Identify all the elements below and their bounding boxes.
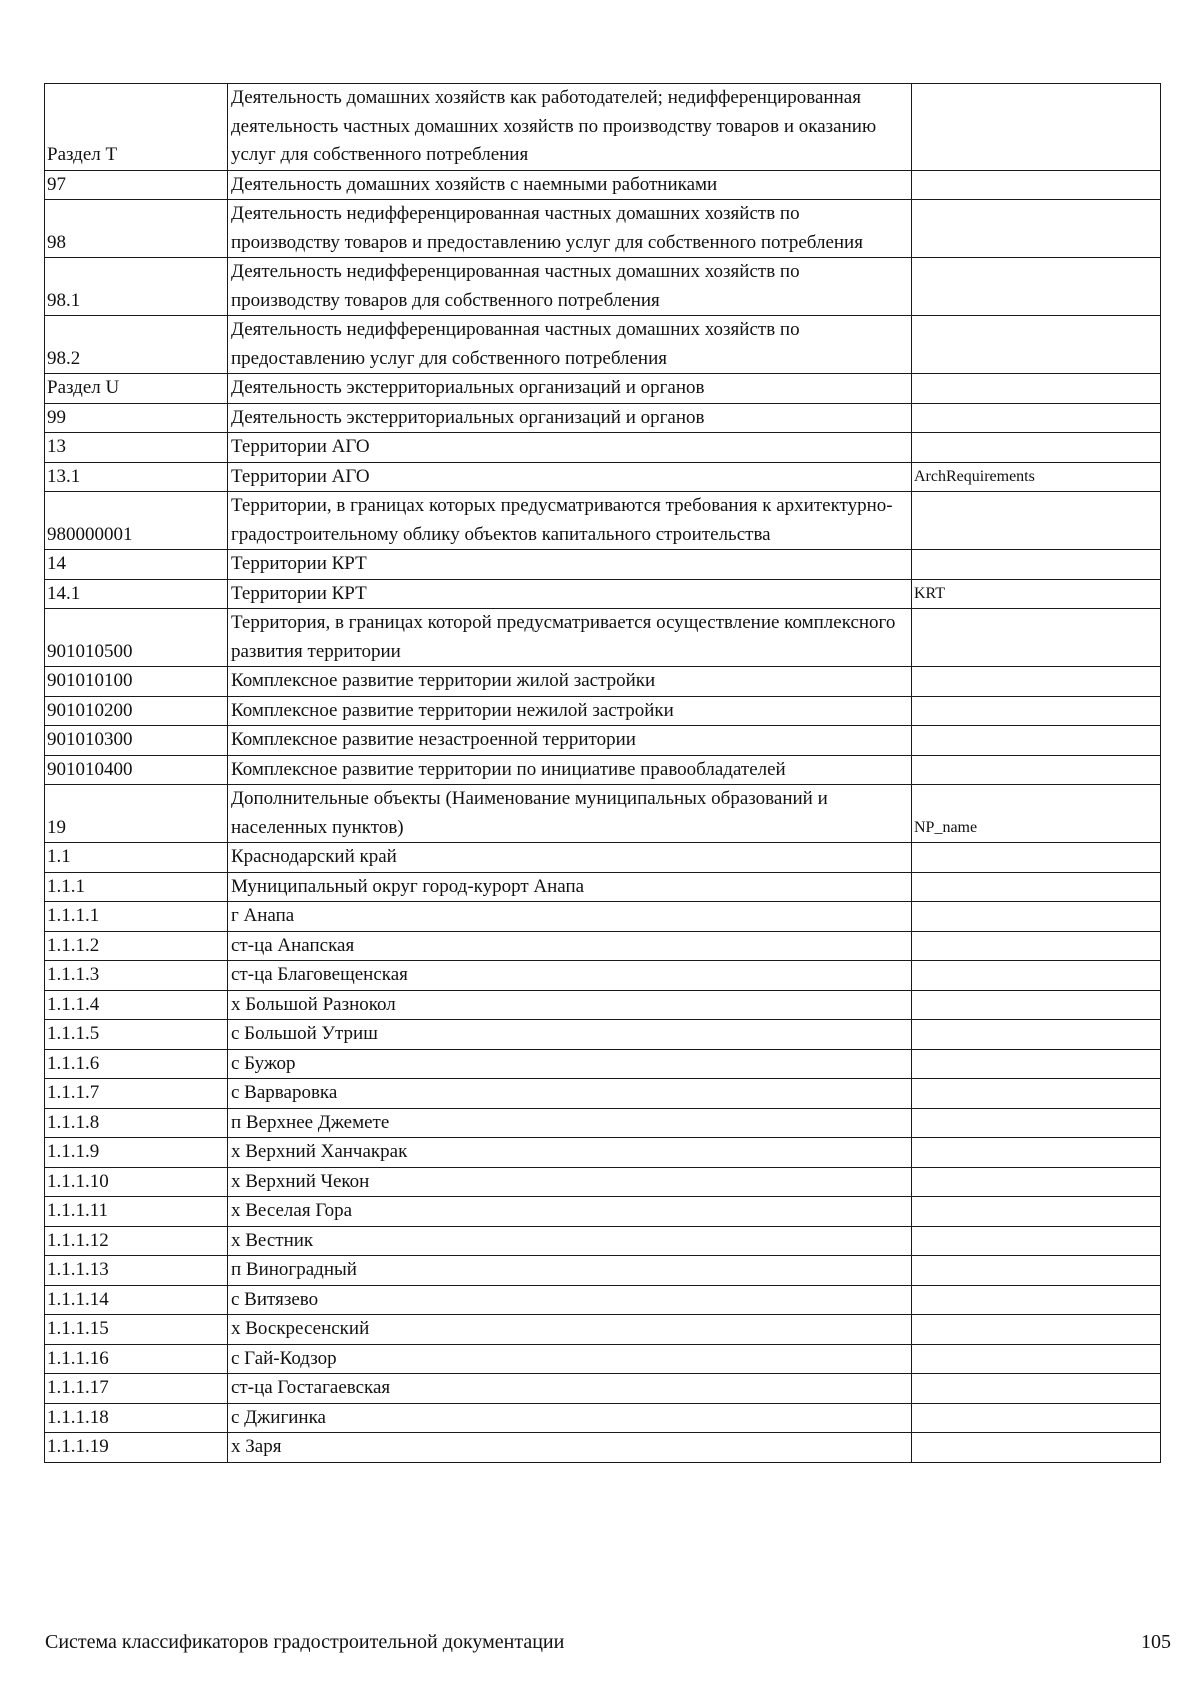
name-cell: Территории АГО — [228, 462, 912, 492]
table-row — [45, 550, 1161, 580]
name-cell: х Веселая Гора — [228, 1197, 912, 1227]
code-cell: 901010200 — [45, 696, 228, 726]
table-row — [45, 902, 1161, 932]
classifier-table — [44, 83, 1161, 1463]
name-cell: х Воскресенский — [228, 1315, 912, 1345]
page-number: 105 — [1141, 1631, 1171, 1653]
attribute-cell — [912, 1167, 1161, 1197]
code-cell: 1.1.1.11 — [45, 1197, 228, 1227]
attribute-cell — [912, 1049, 1161, 1079]
name-cell: х Большой Разнокол — [228, 990, 912, 1020]
table-row — [45, 1138, 1161, 1168]
attribute-cell — [912, 1108, 1161, 1138]
name-cell: с Витязево — [228, 1285, 912, 1315]
name-cell: х Верхний Ханчакрак — [228, 1138, 912, 1168]
attribute-cell — [912, 755, 1161, 785]
code-cell: 13.1 — [45, 462, 228, 492]
name-cell: Комплексное развитие территории нежилой застройки — [228, 696, 912, 726]
table-row — [45, 579, 1161, 609]
name-cell: Комплексное развитие территории жилой застройки — [228, 667, 912, 697]
table-row — [45, 462, 1161, 492]
table-row — [45, 492, 1161, 550]
table-row — [45, 961, 1161, 991]
name-cell: Деятельность экстерриториальных организаций и органов — [228, 374, 912, 404]
table-row — [45, 931, 1161, 961]
code-cell: 1.1.1 — [45, 872, 228, 902]
code-cell: 19 — [45, 785, 228, 843]
name-cell: х Заря — [228, 1433, 912, 1463]
name-cell: Деятельность домашних хозяйств как работодателей; недифференцированная деятельность частных домашних хозяйств по производству товаров и оказанию услуг для собственного потребления — [228, 84, 912, 171]
code-cell: 1.1.1.18 — [45, 1403, 228, 1433]
code-cell: 980000001 — [45, 492, 228, 550]
code-cell: 1.1.1.1 — [45, 902, 228, 932]
code-cell: Раздел T — [45, 84, 228, 171]
name-cell: Деятельность недифференцированная частных домашних хозяйств по предоставлению услуг для собственного потребления — [228, 316, 912, 374]
attribute-cell — [912, 403, 1161, 433]
code-cell: 901010400 — [45, 755, 228, 785]
code-cell: 1.1.1.17 — [45, 1374, 228, 1404]
code-cell: 99 — [45, 403, 228, 433]
attribute-cell — [912, 1226, 1161, 1256]
name-cell: с Джигинка — [228, 1403, 912, 1433]
code-cell: 1.1.1.12 — [45, 1226, 228, 1256]
code-cell: 1.1.1.15 — [45, 1315, 228, 1345]
table-row — [45, 1020, 1161, 1050]
table-row — [45, 1049, 1161, 1079]
table-row — [45, 609, 1161, 667]
attribute-cell — [912, 1344, 1161, 1374]
code-cell: 1.1.1.5 — [45, 1020, 228, 1050]
code-cell: 901010100 — [45, 667, 228, 697]
table-row — [45, 726, 1161, 756]
table-row — [45, 785, 1161, 843]
table-row — [45, 403, 1161, 433]
code-cell: Раздел U — [45, 374, 228, 404]
name-cell: Краснодарский край — [228, 843, 912, 873]
attribute-cell — [912, 1315, 1161, 1345]
name-cell: Деятельность недифференцированная частных домашних хозяйств по производству товаров для собственного потребления — [228, 258, 912, 316]
attribute-cell — [912, 1374, 1161, 1404]
table-row — [45, 755, 1161, 785]
attribute-cell — [912, 843, 1161, 873]
attribute-cell — [912, 316, 1161, 374]
table-row — [45, 316, 1161, 374]
attribute-cell: NP_name — [912, 785, 1161, 843]
name-cell: п Виноградный — [228, 1256, 912, 1286]
name-cell: с Бужор — [228, 1049, 912, 1079]
name-cell: г Анапа — [228, 902, 912, 932]
code-cell: 901010300 — [45, 726, 228, 756]
name-cell: Деятельность недифференцированная частных домашних хозяйств по производству товаров и предоставлению услуг для собственного потребления — [228, 200, 912, 258]
code-cell: 1.1.1.4 — [45, 990, 228, 1020]
attribute-cell — [912, 374, 1161, 404]
name-cell: Комплексное развитие территории по инициативе правообладателей — [228, 755, 912, 785]
table-row — [45, 1315, 1161, 1345]
code-cell: 14.1 — [45, 579, 228, 609]
name-cell: ст-ца Анапская — [228, 931, 912, 961]
table-row — [45, 667, 1161, 697]
table-row — [45, 872, 1161, 902]
attribute-cell — [912, 258, 1161, 316]
name-cell: Комплексное развитие незастроенной территории — [228, 726, 912, 756]
code-cell: 1.1.1.2 — [45, 931, 228, 961]
code-cell: 1.1.1.6 — [45, 1049, 228, 1079]
attribute-cell — [912, 1256, 1161, 1286]
code-cell: 1.1.1.8 — [45, 1108, 228, 1138]
attribute-cell — [912, 1403, 1161, 1433]
table-row — [45, 374, 1161, 404]
attribute-cell: ArchRequirements — [912, 462, 1161, 492]
table-row — [45, 1285, 1161, 1315]
code-cell: 1.1.1.7 — [45, 1079, 228, 1109]
table-row — [45, 1374, 1161, 1404]
name-cell: х Верхний Чекон — [228, 1167, 912, 1197]
name-cell: Территории, в границах которых предусматриваются требования к архитектурно-градостроительному облику объектов капитального строительства — [228, 492, 912, 550]
attribute-cell — [912, 609, 1161, 667]
code-cell: 1.1.1.14 — [45, 1285, 228, 1315]
name-cell: Деятельность экстерриториальных организаций и органов — [228, 403, 912, 433]
table-row — [45, 990, 1161, 1020]
attribute-cell — [912, 902, 1161, 932]
table-row — [45, 1256, 1161, 1286]
table-row — [45, 1344, 1161, 1374]
name-cell: Муниципальный округ город-курорт Анапа — [228, 872, 912, 902]
table-row — [45, 433, 1161, 463]
attribute-cell — [912, 84, 1161, 171]
table-row — [45, 1079, 1161, 1109]
code-cell: 13 — [45, 433, 228, 463]
name-cell: Территории АГО — [228, 433, 912, 463]
attribute-cell — [912, 961, 1161, 991]
code-cell: 14 — [45, 550, 228, 580]
attribute-cell — [912, 1285, 1161, 1315]
table-row — [45, 84, 1161, 171]
attribute-cell — [912, 696, 1161, 726]
code-cell: 98.2 — [45, 316, 228, 374]
attribute-cell: KRT — [912, 579, 1161, 609]
table-row — [45, 1108, 1161, 1138]
code-cell: 1.1.1.13 — [45, 1256, 228, 1286]
name-cell: Деятельность домашних хозяйств с наемными работниками — [228, 170, 912, 200]
code-cell: 1.1.1.3 — [45, 961, 228, 991]
attribute-cell — [912, 433, 1161, 463]
code-cell: 901010500 — [45, 609, 228, 667]
code-cell: 97 — [45, 170, 228, 200]
name-cell: с Гай-Кодзор — [228, 1344, 912, 1374]
code-cell: 1.1.1.10 — [45, 1167, 228, 1197]
attribute-cell — [912, 667, 1161, 697]
footer-title: Система классификаторов градостроительной документации — [45, 1631, 565, 1653]
attribute-cell — [912, 200, 1161, 258]
name-cell: Территории КРТ — [228, 550, 912, 580]
classifier-table-body — [45, 84, 1161, 1463]
table-row — [45, 1433, 1161, 1463]
table-row — [45, 696, 1161, 726]
table-row — [45, 1197, 1161, 1227]
table-row — [45, 170, 1161, 200]
page-footer — [45, 1631, 1171, 1654]
code-cell: 1.1.1.9 — [45, 1138, 228, 1168]
attribute-cell — [912, 1020, 1161, 1050]
code-cell: 98.1 — [45, 258, 228, 316]
table-row — [45, 258, 1161, 316]
table-row — [45, 1403, 1161, 1433]
code-cell: 1.1.1.19 — [45, 1433, 228, 1463]
name-cell: ст-ца Благовещенская — [228, 961, 912, 991]
table-row — [45, 200, 1161, 258]
name-cell: х Вестник — [228, 1226, 912, 1256]
name-cell: Территории КРТ — [228, 579, 912, 609]
attribute-cell — [912, 931, 1161, 961]
attribute-cell — [912, 1433, 1161, 1463]
table-row — [45, 1167, 1161, 1197]
name-cell: п Верхнее Джемете — [228, 1108, 912, 1138]
name-cell: Дополнительные объекты (Наименование муниципальных образований и населенных пунктов) — [228, 785, 912, 843]
name-cell: с Большой Утриш — [228, 1020, 912, 1050]
table-row — [45, 1226, 1161, 1256]
name-cell: ст-ца Гостагаевская — [228, 1374, 912, 1404]
code-cell: 98 — [45, 200, 228, 258]
code-cell: 1.1 — [45, 843, 228, 873]
attribute-cell — [912, 1079, 1161, 1109]
name-cell: Территория, в границах которой предусматривается осуществление комплексного развития территории — [228, 609, 912, 667]
attribute-cell — [912, 492, 1161, 550]
code-cell: 1.1.1.16 — [45, 1344, 228, 1374]
name-cell: с Варваровка — [228, 1079, 912, 1109]
attribute-cell — [912, 170, 1161, 200]
attribute-cell — [912, 550, 1161, 580]
table-row — [45, 843, 1161, 873]
attribute-cell — [912, 726, 1161, 756]
attribute-cell — [912, 1197, 1161, 1227]
attribute-cell — [912, 1138, 1161, 1168]
attribute-cell — [912, 872, 1161, 902]
attribute-cell — [912, 990, 1161, 1020]
